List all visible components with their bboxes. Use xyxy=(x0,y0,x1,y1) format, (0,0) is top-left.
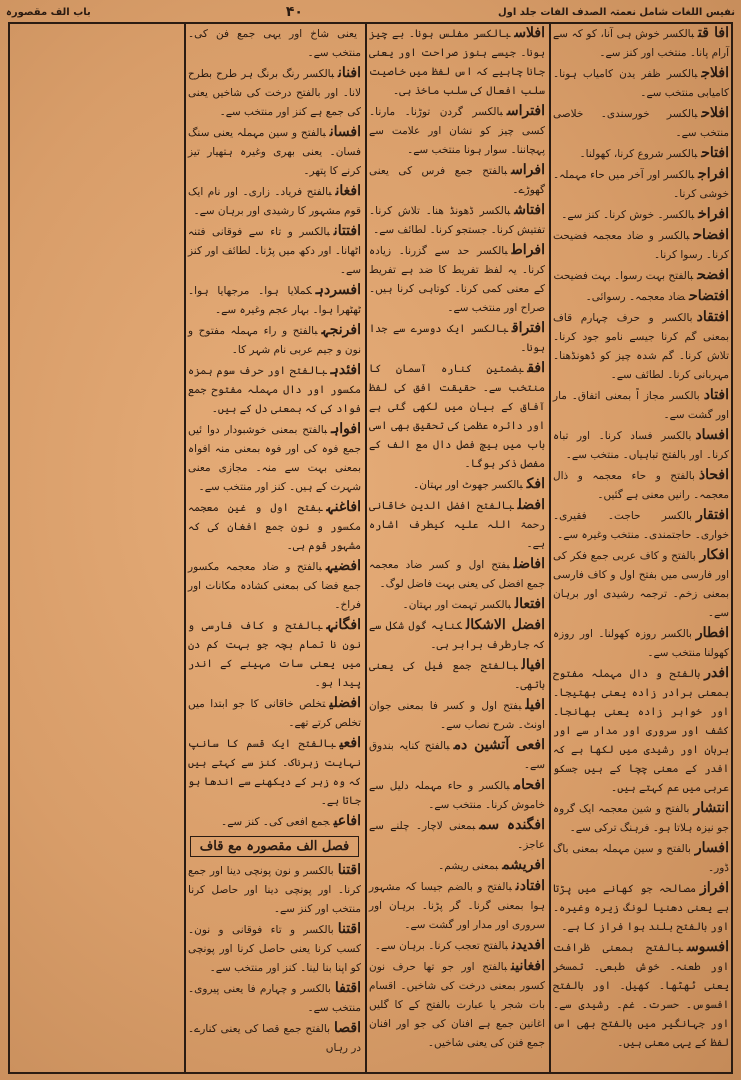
entry-definition: بالکسر ظفر یدن کامیاب ہونا۔ کامیابی منتخب سے۔ xyxy=(553,68,729,99)
dictionary-entry xyxy=(553,879,729,937)
entry-headword: افگندہ سم xyxy=(479,817,545,833)
dictionary-entry xyxy=(188,222,361,280)
entry-headword: افاغنہ xyxy=(326,499,361,515)
entry-definition: بالکسر رنگ برنگ ہر طرح بطرح لانا۔ اور بالفتح درخت کی شاخیں یعنی کی جمع ہے کنز اور منتخب سے۔ xyxy=(188,68,361,118)
entry-headword: افتاش xyxy=(514,202,545,218)
entry-definition: بالفتح جمع فیل کی یعنی ہاتھی۔ xyxy=(369,660,545,691)
entry-definition: بالکسر و حاء مہملہ دلیل سے خاموش کرنا۔ منتخب سے۔ xyxy=(369,780,545,811)
entry-definition: بالکسر و حرف چہارم قاف بمعنی گم کرنا جیسے نامو جود کرنا۔ تلاش کرنا۔ گم شدہ چیز کو ڈھونڈھنا۔ مہربانی کرنا۔ لطائف سے۔ xyxy=(553,312,729,381)
dictionary-entry xyxy=(188,64,361,122)
entry-definition: بالفتح تعجب کرنا۔ برہان سے۔ xyxy=(374,940,508,952)
entry-headword: افراز xyxy=(700,880,729,896)
entry-headword: افگانہ xyxy=(326,617,361,633)
entry-definition: بالکسر اور آخر میں حاء مہملہ۔ خوشی کرنا۔ xyxy=(553,169,729,200)
entry-headword: افا قت xyxy=(698,25,730,41)
dictionary-entry xyxy=(369,736,545,775)
dictionary-entry xyxy=(553,426,729,465)
entry-headword: افسان xyxy=(329,124,361,140)
section-heading: فصل الف مقصورہ مع قاف xyxy=(190,836,359,857)
entry-headword: افضل xyxy=(517,497,545,513)
dictionary-entry xyxy=(369,319,545,358)
entry-headword: افضیہ xyxy=(325,558,361,574)
entry-headword: افعی آتشین دم xyxy=(453,737,545,753)
dictionary-entry xyxy=(369,856,545,876)
entry-headword: افتاد xyxy=(703,387,729,403)
entry-headword: افتضاح xyxy=(689,288,729,304)
entry-definition: بالکسر و چہارم فا یعنی پیروی۔ منتخب سے۔ xyxy=(188,983,361,1014)
entry-definition: بالفتح بمعنی خوشبودار دوا ئیں جمع فوہ کی اور فوہ بمعنی منہ افواہ بمعنی بہت سے منہ۔ مجازی معنی شہرت کے ہیں۔ کنز اور منتخب سے۔ xyxy=(188,424,361,493)
entry-headword: افلاح xyxy=(701,105,729,121)
entry-headword: افراط xyxy=(511,242,545,258)
dictionary-entry xyxy=(553,308,729,385)
entry-definition: بالفتح جمع فرس کی یعنی گھوڑے۔ xyxy=(369,165,545,196)
entry-definition: بالفتح بہت رسوا۔ بہت فضیحت xyxy=(553,270,694,282)
dictionary-entry xyxy=(369,816,545,855)
entry-headword: افدیدن xyxy=(511,937,545,953)
entry-headword: افحام xyxy=(513,777,545,793)
entry-definition: بالکسر مفلس ہونا۔ بے چیز ہونا۔ جیسے ہنوز صراحت اور یعنی جانا چاہیے کہ اس لفظ میں خاصیت سلب افعال کی سلب ماخذ ہی۔ xyxy=(369,28,545,97)
dictionary-entry xyxy=(369,102,545,160)
dictionary-entry xyxy=(188,498,361,556)
entry-definition: بالفتح و شین معجمہ ایک گروہ جو نیزہ ہلاتا ہو۔ فرہنگ ترکی سے۔ xyxy=(553,803,729,834)
entry-headword: افطار xyxy=(695,625,729,641)
dictionary-entry xyxy=(369,696,545,735)
dictionary-entry xyxy=(188,694,361,733)
dictionary-entry xyxy=(369,595,545,615)
entry-definition: بالفتح و ضاد معجمہ مکسور جمع فضا کی بمعنی کشادہ مکانات اور فراخ۔ xyxy=(188,561,361,611)
entry-headword: افتادن xyxy=(515,878,545,894)
entry-definition: بمعنی لاچار۔ چلنے سے عاجز۔ xyxy=(369,820,545,851)
entry-headword: افواہ xyxy=(331,421,361,437)
dictionary-entry xyxy=(369,359,545,474)
entry-definition: بالفتح و سین مہملہ بمعنی باگ ڈور۔ xyxy=(553,843,729,874)
entry-definition: کنایہ گول شکل سے کہ جارطرف برابر ہی۔ xyxy=(369,620,545,651)
entry-headword: افنان xyxy=(338,65,361,81)
entry-definition: بالفتح بمعنی ظرافت اور طعنہ۔ خوش طبعی۔ تمسخر یعنی ٹھٹھا۔ کھیل۔ اور بالفتح افسوس۔ حسرت۔ غم۔ رشیدی سے۔ اور جہانگیر میں بالفتح بھی اس لفظ کے یہی معنی ہیں۔ xyxy=(553,942,729,1049)
entry-headword: اقتفا xyxy=(334,980,361,996)
entry-headword: افرنجہ xyxy=(321,322,361,338)
entry-headword: افق xyxy=(527,360,545,376)
entry-definition: بالفتح کنایہ بندوق سے۔ xyxy=(369,740,545,771)
column-4 xyxy=(8,24,184,1072)
entry-definition: بالکسر ڈھونڈ ھنا۔ تلاش کرنا۔ تفتیش کرنا۔ جستجو کرنا۔ لطائف سے۔ xyxy=(369,205,545,236)
entry-definition: کملایا ہوا۔ مرجھایا ہوا۔ ٹھٹھرا ہوا۔ بہار عجم وغیرہ سے۔ xyxy=(188,285,361,316)
column-2 xyxy=(365,24,549,1072)
entry-definition: بالکسر مجاز اً بمعنی اتفاق۔ مار اور گشت سے۔ xyxy=(553,390,729,421)
entry-definition: بالکسر و ضاد معجمہ فضیحت کرنا۔ رسوا کرنا۔ xyxy=(553,230,729,261)
dictionary-entry xyxy=(188,979,361,1018)
column-1 xyxy=(549,24,733,1072)
entry-headword: افسار xyxy=(694,840,729,856)
entry-headword: افتراق xyxy=(511,320,545,336)
entry-headword: افدر xyxy=(704,665,729,681)
entry-headword: افضل الاشکال xyxy=(465,617,545,633)
entry-headword: افیل xyxy=(525,697,545,713)
entry-definition: بالکسر تہمت اور بہتان۔ xyxy=(402,599,511,611)
entry-definition: بالفتح اور جو تھا حرف نون کسور بمعنی درخت کی شاخیں۔ اقسام بات شجر یا عبارت بالفتح کے کا گلیں اغانین جمع ہے افنان کی جو اور افنان جمع فنن کی یعنی شاخیں۔ xyxy=(369,961,545,1049)
entry-definition: بالکسر روزہ کھولنا۔ اور روزہ کھولنا منتخب سے۔ xyxy=(553,628,729,659)
dictionary-entry xyxy=(188,861,361,919)
entry-headword: افتتان xyxy=(333,223,361,239)
entry-definition: بمعنی ریشم۔ xyxy=(438,860,499,872)
entry-headword: افسردہ xyxy=(315,282,361,298)
entry-headword: افلاس xyxy=(514,25,545,41)
dictionary-entry xyxy=(188,123,361,181)
dictionary-entry xyxy=(553,24,729,63)
entry-definition: بفتح اول و کسر فا بمعنی جوان اونٹ۔ شرح نصاب سے۔ xyxy=(369,700,545,731)
entry-definition: بالکسر ایک دوسرے سے جدا ہونا۔ xyxy=(369,323,545,354)
dictionary-entry xyxy=(553,938,729,1053)
entry-headword: افغان xyxy=(335,183,361,199)
entry-definition: بالکسر شروع کرنا، کھولنا۔ xyxy=(579,148,698,160)
entry-headword: افراخ xyxy=(698,206,729,222)
entry-definition: بالفتح و کاف عربی جمع فکر کی اور فارسی میں بفتح اول و کاف فارسی بمعنی زخم۔ ترجمہ رشیدی اور برہان سے۔ xyxy=(553,550,729,619)
entry-headword: افک xyxy=(526,476,545,492)
entry-headword: افئدہ xyxy=(330,362,361,378)
entry-definition: بالفتح اور حرف سوم ہمزہ مکسور اور دال مہملہ مفتوح جمع فواد کی کہ بمعنی دل کے ہیں۔ xyxy=(188,365,361,415)
entry-definition: جمع افعی کی۔ کنز سے۔ xyxy=(221,816,330,828)
entry-headword: افتراس xyxy=(506,103,545,119)
entry-definition: بالکسر خوش ہی آنا، کو کہ سے آرام پانا۔ منتخب اور کنز سے۔ xyxy=(553,28,729,59)
dictionary-entry xyxy=(369,241,545,318)
entry-headword: افراس xyxy=(511,162,545,178)
column-3 xyxy=(184,24,365,1072)
entry-headword: افحاذ xyxy=(698,467,729,483)
entry-definition: بالفتح و سین مہملہ یعنی سنگ فسان۔ یعنی بھری وغیرہ ہتھیار تیز کرنے کا پتھر۔ xyxy=(188,127,361,177)
dictionary-entry xyxy=(369,936,545,956)
entry-headword: افسوس xyxy=(686,939,729,955)
entry-headword: افعی xyxy=(339,735,361,751)
entry-headword: افکار xyxy=(699,547,729,563)
entry-definition: بالکسر حد سے گزرنا۔ زیادہ کرنا۔ یہ لفظ تفریط کا ضد ہے تفریط کے معنی کمی کرنا۔ کوتاہی کرنا ہیں۔ صراح اور منتخب سے۔ xyxy=(369,245,545,314)
dictionary-entry xyxy=(188,734,361,811)
page-number: ۴۰ xyxy=(285,4,303,20)
entry-definition: بالفتح ایک قسم کا سانپ نہایت زہرناک۔ کنز سے کہتے ہیں کہ وہ زہر کے دیکھنے سے اندھا ہو جاتا ہے۔ xyxy=(188,738,361,807)
dictionary-entry xyxy=(188,361,361,419)
dictionary-entry xyxy=(369,24,545,101)
dictionary-entry xyxy=(188,281,361,320)
dictionary-entry xyxy=(553,546,729,623)
dictionary-entry xyxy=(188,182,361,221)
dictionary-entry xyxy=(553,624,729,663)
entry-definition: بضمتین کنارہ آسمان کا منتخب سے۔ حقیقت افق کی لفظ آفاق کے بیان میں لکھی گئی ہے اور دائرہ عظمیٰ کی تحقیق بھی اسی باب میں ہیچ فصل دال مع الف کے مفصل ذکر ہوگا۔ xyxy=(369,363,545,470)
entry-definition: بالکسر و تاء سے فوقانی فتنہ اٹھانا۔ اور دکھ میں پڑنا۔ لطائف اور کنز سے۔ xyxy=(188,226,361,276)
running-title-left: باب الف مقصورہ xyxy=(6,6,91,18)
dictionary-entry xyxy=(553,839,729,878)
entry-headword: افتاح xyxy=(701,145,729,161)
entry-definition: بالکسر و تاء فوقانی و نون۔ کسب کرنا یعنی حاصل کرنا اور پونچی کو اپنا بنا لینا۔ کنز اور منتخب سے۔ xyxy=(188,924,361,974)
dictionary-entry xyxy=(553,287,729,307)
dictionary-entry xyxy=(553,205,729,225)
entry-headword: افریشم xyxy=(502,857,545,873)
entry-headword: افلاج xyxy=(701,65,729,81)
entry-headword: افراج xyxy=(698,166,729,182)
entry-headword: افیال xyxy=(521,657,545,673)
dictionary-entry xyxy=(369,475,545,495)
dictionary-entry xyxy=(188,1019,361,1058)
entry-definition: بفتح اول و کسر ضاد معجمہ جمع افضل کی یعنی بہت فاضل لوگ۔ xyxy=(369,559,545,590)
entry-definition: بالفتح افضل الدین خاقانی رحمۃ اللہ علیہ کیطرف اشارہ ہے۔ xyxy=(369,500,545,550)
entry-headword: افتعال xyxy=(514,596,545,612)
dictionary-entry xyxy=(553,104,729,143)
entry-definition: بالکسر۔ خوش کرنا۔ کنز سے۔ xyxy=(561,209,695,221)
dictionary-entry xyxy=(369,555,545,594)
dictionary-entry xyxy=(188,812,361,832)
entry-definition: بالفتح فریاد۔ زاری۔ اور نام ایک قوم مشہور کا رشیدی اور برہان سے۔ xyxy=(188,186,361,217)
dictionary-entry xyxy=(369,776,545,815)
entry-headword: افساد xyxy=(695,427,729,443)
entry-definition: بالکسر گردن توڑنا۔ مارنا۔ کسی چیز کو نشان اور علامت سے پہچاننا۔ سوار ہونا منتخب سے۔ xyxy=(369,106,545,156)
entry-headword: افضح xyxy=(697,267,729,283)
dictionary-entry xyxy=(188,920,361,978)
entry-definition: ضاد معجمہ۔ رسوائی۔ xyxy=(585,291,686,303)
entry-definition: بالفتح و کاف فارسی و نون نا تمام بچہ جو بہت کم دن میں یعنی سات مہینے کے اندر پیدا ہو۔ xyxy=(188,620,361,689)
dictionary-entry xyxy=(369,496,545,554)
entry-definition: تخلص خاقانی کا جو ابتدا میں تخلص کرتے تھے۔ xyxy=(188,698,361,729)
entry-definition: بالکسر خورسندی۔ خلاصی منتخب سے۔ xyxy=(553,108,729,139)
entry-headword: انتشار xyxy=(693,800,729,816)
dictionary-entry xyxy=(553,226,729,265)
dictionary-entry xyxy=(553,799,729,838)
entry-headword: اقتنا xyxy=(337,862,361,878)
dictionary-entry xyxy=(553,64,729,103)
entry-definition: بالفتح جمع قصا کی یعنی کنارے۔ در رہاں xyxy=(188,1023,361,1054)
entry-definition: یعنی شاخ اور یہی جمع فن کی۔ منتخب سے۔ xyxy=(188,28,361,59)
dictionary-entry xyxy=(553,144,729,164)
entry-headword: اقتنا xyxy=(337,921,361,937)
running-title-right: نفیس اللغات شامل نعمتہ الصدف الفات جلد اول xyxy=(497,6,735,18)
entry-definition: بالفتح و حاء معجمہ و ذال معجمہ۔ رانیں معنی ہے گئیں۔ xyxy=(553,470,729,501)
entry-definition: بالفتح و دال مہملہ مفتوح بمعنی برادر زادہ یعنی بھتیجا۔ اور خواہر زادہ یعنی بھانجا۔ کشف اور سروری اور مدار سے اور برہان اور رشیدی میں لکھا ہے کہ افدر کے معنی چچا کے ہیں جسکو عربی میں عم کہتے ہیں۔ xyxy=(553,668,729,794)
dictionary-entry xyxy=(188,24,361,63)
dictionary-entry xyxy=(369,957,545,1053)
entry-definition: بالکسر جھوٹ اور بہتان۔ xyxy=(413,479,523,491)
dictionary-entry xyxy=(553,386,729,425)
dictionary-entry xyxy=(553,506,729,545)
dictionary-entry xyxy=(188,420,361,497)
dictionary-entry xyxy=(553,165,729,204)
entry-definition: بالکسر و نون پونچی دینا اور جمع کرنا۔ اور پونچی دینا اور حاصل کرنا منتخب اور کنز سے۔ xyxy=(188,865,361,915)
entry-definition: بالفتح و راء مہملہ مفتوح و نون و جیم عربی نام شہر کا۔ xyxy=(188,325,361,356)
dictionary-entry xyxy=(369,616,545,655)
entry-definition: مصالحہ جو کھانے میں پڑتا ہے یعنی دھنیا لونگ زیرہ وغیرہ۔ اور بالفتح بلند ہوا فراز کا ہے۔ xyxy=(553,883,729,933)
entry-definition: بالکسر حاجت۔ فقیری۔ خواری۔ حاجتمندی۔ منتخب وغیرہ سے۔ xyxy=(553,510,729,541)
entry-headword: افضاح xyxy=(693,227,729,243)
dictionary-entry xyxy=(553,266,729,286)
dictionary-entry xyxy=(188,321,361,360)
entry-headword: افغانین xyxy=(511,958,545,974)
dictionary-entry xyxy=(553,664,729,798)
entry-headword: افتقار xyxy=(696,507,729,523)
dictionary-entry xyxy=(188,557,361,615)
entry-definition: بفتح اول و غین معجمہ مکسور و نون جمع افغان کی کہ مشہور قوم ہی۔ xyxy=(188,502,361,552)
dictionary-entry xyxy=(369,656,545,695)
entry-headword: افضلی xyxy=(329,695,361,711)
entry-definition: بالفتح و بالضم جیسا کہ مشہور ہوا بمعنی گرنا۔ گر پڑنا۔ برہان اور سروری اور مدار اور گشت سے۔ xyxy=(369,881,545,931)
entry-headword: اقصا xyxy=(334,1020,361,1036)
dictionary-entry xyxy=(369,201,545,240)
dictionary-entry xyxy=(188,616,361,693)
entry-headword: افاعی xyxy=(333,813,361,829)
dictionary-entry xyxy=(369,161,545,200)
entry-definition: بالکسر فساد کرنا۔ اور تباہ کرنا۔ اور بالفتح تباہیاں۔ منتخب سے۔ xyxy=(553,430,729,461)
page-header xyxy=(6,2,735,22)
dictionary-entry xyxy=(553,466,729,505)
entry-headword: افاضل xyxy=(513,556,545,572)
entry-headword: افتقاد xyxy=(696,309,729,325)
dictionary-entry xyxy=(369,877,545,935)
